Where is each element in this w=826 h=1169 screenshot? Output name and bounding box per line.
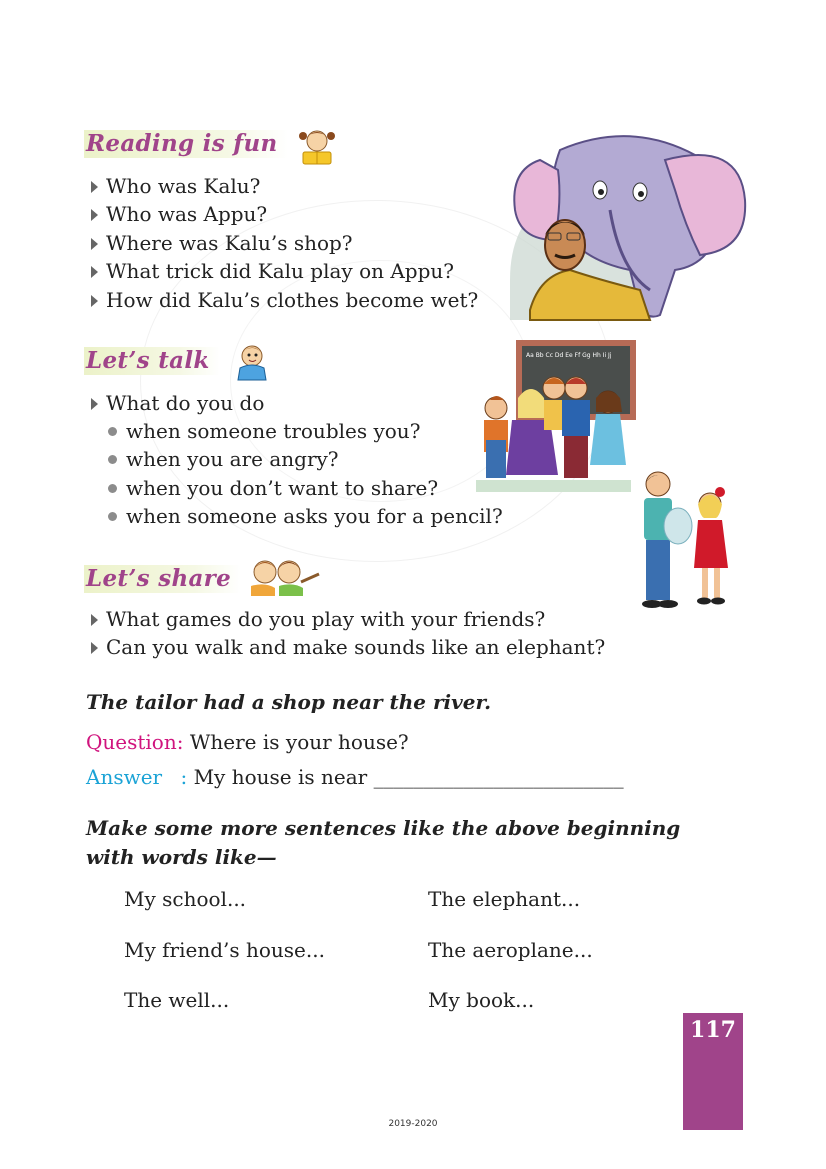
answer-blank[interactable]: _________________________ <box>373 765 624 789</box>
prompt-my-friends-house: My friend’s house... <box>124 938 325 962</box>
heading-reading-is-fun: Reading is fun <box>84 130 288 158</box>
classroom-children-illustration <box>476 340 638 495</box>
list-item: when you don’t want to share? <box>106 474 503 502</box>
triangle-bullet-icon <box>91 266 98 278</box>
list-item: Who was Kalu? <box>88 172 478 200</box>
prompt-the-elephant: The elephant... <box>428 887 581 911</box>
reading-questions-list <box>88 172 478 314</box>
blackboard-alphabet: Aa Bb Cc Dd Ee Ff Gg Hh Ii Jj <box>526 352 612 359</box>
example-sentence: The tailor had a shop near the river. <box>86 690 492 714</box>
question-label: Question: <box>86 730 184 754</box>
triangle-bullet-icon <box>91 398 98 410</box>
triangle-bullet-icon <box>91 295 98 307</box>
child-figure <box>484 396 508 478</box>
heading-lets-share: Let’s share <box>84 565 241 593</box>
elephant-and-tailor-illustration <box>500 130 750 325</box>
prompt-the-aeroplane: The aeroplane... <box>428 938 593 962</box>
list-item: Who was Appu? <box>88 200 478 228</box>
lets-talk-sublist <box>106 417 503 531</box>
dot-bullet-icon <box>108 512 117 521</box>
dot-bullet-icon <box>108 484 117 493</box>
dot-bullet-icon <box>108 455 117 464</box>
list-item: How did Kalu’s clothes become wet? <box>88 286 478 314</box>
triangle-bullet-icon <box>91 614 98 626</box>
triangle-bullet-icon <box>91 642 98 654</box>
sharing-children-icon <box>245 556 321 598</box>
question-line <box>86 730 409 754</box>
triangle-bullet-icon <box>91 209 98 221</box>
lets-talk-lead <box>88 389 264 417</box>
triangle-bullet-icon <box>91 181 98 193</box>
instruction-line-1: Make some more sentences like the above beginning <box>86 816 681 840</box>
answer-colon: : <box>180 765 188 789</box>
list-item: Can you walk and make sounds like an elephant? <box>88 633 605 661</box>
prompt-my-book: My book... <box>428 988 535 1012</box>
list-item: Where was Kalu’s shop? <box>88 229 478 257</box>
answer-line <box>86 765 624 789</box>
dot-bullet-icon <box>108 427 117 436</box>
footer-year: 2019-2020 <box>388 1119 438 1129</box>
list-item: What games do you play with your friends? <box>88 605 605 633</box>
heading-lets-talk: Let’s talk <box>84 347 220 375</box>
lets-share-list <box>88 605 605 662</box>
list-item: when you are angry? <box>106 445 503 473</box>
answer-text: My house is near <box>193 765 374 789</box>
prompt-the-well: The well... <box>124 988 230 1012</box>
boy-girl-balloon-illustration <box>638 468 734 613</box>
answer-label: Answer <box>86 765 163 789</box>
talking-boy-icon <box>230 340 274 382</box>
list-item: What trick did Kalu play on Appu? <box>88 257 478 285</box>
list-item: What do you do <box>88 389 264 417</box>
list-item: when someone troubles you? <box>106 417 503 445</box>
triangle-bullet-icon <box>91 238 98 250</box>
question-text: Where is your house? <box>189 730 409 754</box>
page-number: 117 <box>690 1017 736 1043</box>
reading-girl-icon <box>294 124 340 168</box>
instruction-line-2: with words like— <box>86 845 277 869</box>
list-item: when someone asks you for a pencil? <box>106 502 503 530</box>
prompt-my-school: My school... <box>124 887 247 911</box>
